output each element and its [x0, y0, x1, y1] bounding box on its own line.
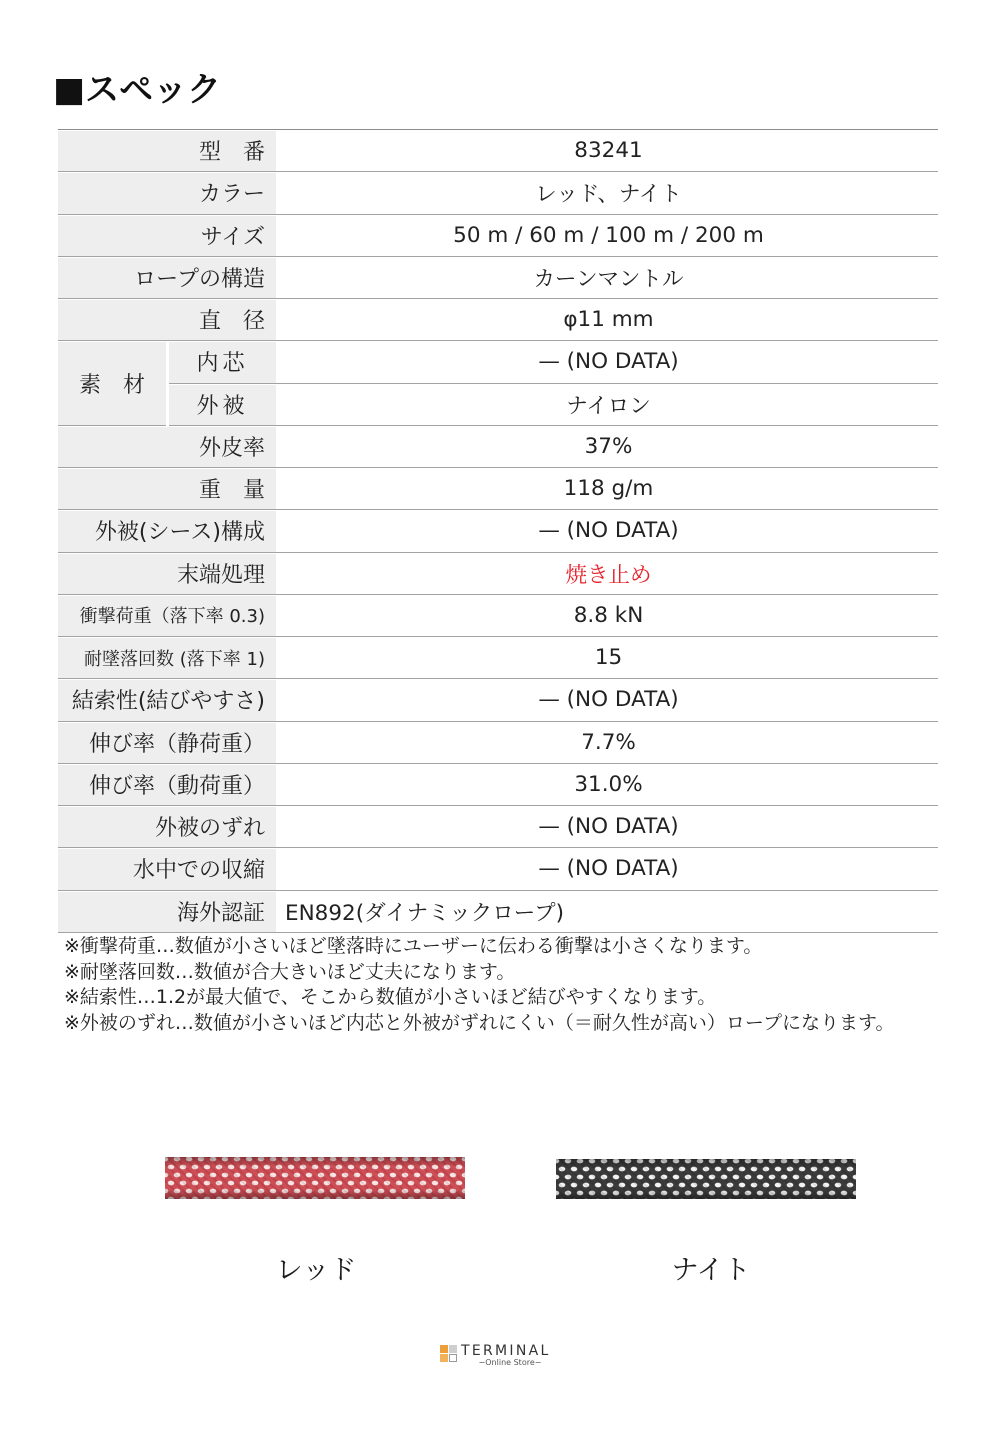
spec-sub-label: 外被 [169, 384, 276, 425]
spec-row-knotability [58, 679, 938, 721]
spec-value: — (NO DATA) [538, 814, 679, 840]
page-title: ■スペック [53, 70, 222, 110]
spec-value: 31.0% [574, 771, 643, 797]
spec-row-rope-construction [58, 257, 938, 299]
spec-label: ロープの構造 [58, 257, 276, 298]
spec-label: 衝撃荷重（落下率 0.3) [58, 595, 276, 636]
spec-row-certification [58, 891, 938, 933]
spec-row-sheath-slippage [58, 806, 938, 848]
spec-value: 8.8 kN [573, 602, 644, 628]
note-item: ※外被のずれ…数値が小さいほど内芯と外被がずれにくい（＝耐久性が高い）ロープになります。 [64, 1011, 895, 1034]
rope-swatch-night [556, 1159, 856, 1199]
spec-row-model-number [58, 130, 938, 172]
spec-label: サイズ [58, 215, 276, 256]
spec-value: — (NO DATA) [538, 518, 679, 544]
spec-table [58, 129, 938, 933]
note-item: ※耐墜落回数…数値が合大きいほど丈夫になります。 [64, 960, 516, 983]
spec-value: — (NO DATA) [538, 856, 679, 882]
spec-label: 耐墜落回数 (落下率 1) [58, 637, 276, 678]
swatch-label-red: レッド [275, 1255, 357, 1286]
spec-label: 型 番 [58, 130, 276, 171]
spec-value: 15 [594, 645, 623, 671]
swatch-label-night: ナイト [671, 1255, 751, 1286]
spec-group-rows [169, 341, 938, 426]
spec-value: 37% [584, 433, 633, 459]
spec-row-end-treatment [58, 553, 938, 595]
spec-value: — (NO DATA) [538, 687, 679, 713]
spec-value: 118 g/m [563, 476, 654, 502]
spec-value: レッド、ナイト [535, 182, 682, 208]
spec-value: 50 m / 60 m / 100 m / 200 m [453, 222, 764, 248]
spec-label: 直 径 [58, 299, 276, 340]
spec-notes [64, 934, 894, 1036]
spec-label: 末端処理 [58, 553, 276, 594]
spec-label: 結索性(結びやすさ) [58, 679, 276, 720]
spec-label: 外皮率 [58, 426, 276, 467]
terminal-logo [440, 1344, 560, 1370]
spec-value: φ11 mm [563, 307, 654, 333]
spec-row-core [169, 341, 938, 383]
spec-value: — (NO DATA) [538, 349, 679, 375]
spec-row-sheath-ratio [58, 426, 938, 468]
terminal-logo-icon [440, 1345, 458, 1363]
spec-row-impact-force [58, 595, 938, 637]
spec-label: 重 量 [58, 468, 276, 509]
spec-group-label: 素 材 [58, 341, 166, 426]
spec-row-dynamic-elongation [58, 764, 938, 806]
spec-row-static-elongation [58, 722, 938, 764]
spec-label: 海外認証 [58, 891, 276, 932]
note-item: ※結索性…1.2が最大値で、そこから数値が小さいほど結びやすくなります。 [64, 986, 717, 1008]
spec-row-size [58, 215, 938, 257]
note-item: ※衝撃荷重…数値が小さいほど墜落時にユーザーに伝わる衝撃は小さくなります。 [64, 935, 763, 957]
spec-row-diameter [58, 299, 938, 341]
rope-swatch-red [165, 1157, 465, 1199]
spec-row-fall-rating [58, 637, 938, 679]
spec-value: 83241 [574, 138, 643, 164]
spec-value: ナイロン [566, 393, 651, 419]
spec-value: カーンマントル [533, 266, 684, 292]
spec-label: 外被(シース)構成 [58, 510, 276, 551]
spec-row-sheath [169, 384, 938, 426]
spec-row-weight [58, 468, 938, 510]
spec-value-highlight: 焼き止め [565, 562, 652, 588]
spec-label: 伸び率（動荷重） [58, 764, 276, 805]
spec-value: 7.7% [581, 729, 636, 755]
spec-label: 外被のずれ [58, 806, 276, 847]
spec-group-material [58, 341, 938, 426]
spec-row-sheath-construction [58, 510, 938, 552]
spec-value: EN892(ダイナミックロープ) [285, 900, 565, 926]
spec-label: カラー [58, 172, 276, 213]
spec-label: 伸び率（静荷重） [58, 722, 276, 763]
spec-sub-label: 内芯 [169, 341, 276, 382]
logo-tagline: −Online Store− [478, 1358, 542, 1367]
spec-row-shrinkage-in-water [58, 848, 938, 890]
spec-row-color [58, 172, 938, 214]
spec-label: 水中での収縮 [58, 848, 276, 889]
logo-name: TERMINAL [461, 1343, 551, 1359]
